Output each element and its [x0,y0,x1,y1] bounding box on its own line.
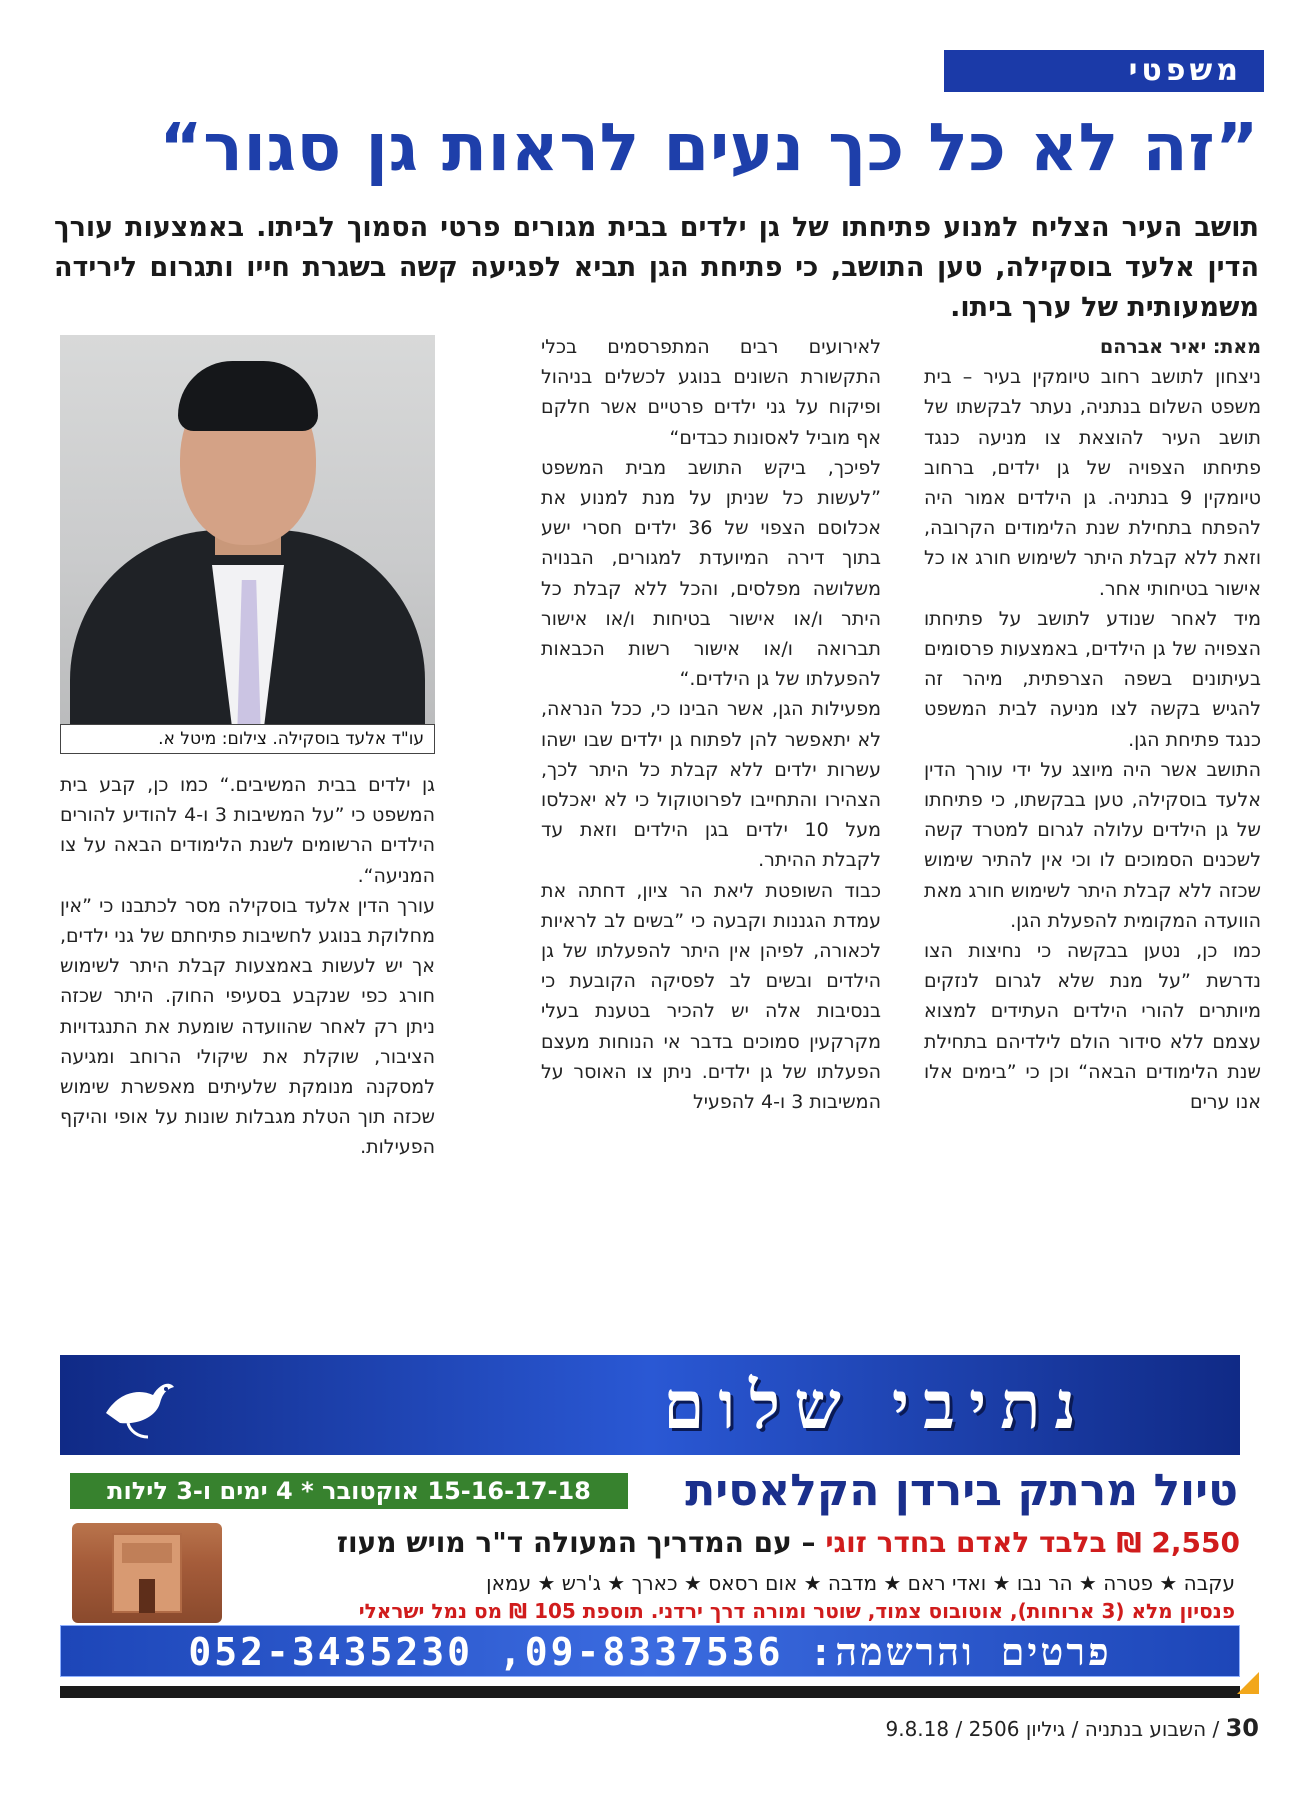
article-column-3 [60,770,435,1163]
article-column-1 [924,332,1261,1117]
article-paragraph: התושב אשר היה מיוצג על ידי עורך הדין אלעד בוסקילה, טען בבקשתו, כי פתיחתו של גן הילדים עלולה לגרום למטרד קשה לשכנים הסמוכים לו וכי אין להתיר שימוש שכזה ללא קבלת היתר לשימוש חורג מאת הוועדה המקומית להפעלת הגן. [924,758,1261,932]
article-paragraph: גן ילדים בבית המשיבים.“ כמו כן, קבע בית המשפט כי ”על המשיבות 3 ו-4 להודיע להורים הילדים הרשומים לשנת הלימודים הבאה על צו המניעה“. [60,774,435,887]
section-tag: משפטי [944,50,1264,92]
ad-price-amount: 2,550 ₪ בלבד לאדם בחדר זוגי [825,1526,1240,1559]
ad-guide: – עם המדריך המעולה ד"ר מויש מעוז [336,1526,826,1559]
dove-icon [98,1373,178,1443]
ad-title: טיול מרתק בירדן הקלאסית [685,1465,1238,1516]
ad-price [337,1525,1240,1561]
article-paragraph: כמו כן, נטען בבקשה כי נחיצות הצו נדרשת ”על מנת שלא לגרום לנזקים מיותרים להורי הילדים העתידים למצוא עצמם ללא סידור הולם לילדיהם בתחילת שנת הלימודים הבאה“ וכן כי ”בימים אלו אנו ערים [924,940,1261,1114]
footer-info: / השבוע בנתניה / גיליון 2506 / 9.8.18 [885,1717,1226,1741]
ad-dates: 15-16-17-18 אוקטובר * 4 ימים ו-3 לילות [70,1473,628,1509]
portrait-hair [178,361,318,431]
page-number: 30 [1225,1714,1259,1742]
lead-paragraph: תושב העיר הצליח למנוע פתיחתו של גן ילדים בבית מגורים פרטי הסמוך לביתו. באמצעות עורך הדין אלעד בוסקילה, טען התושב, כי פתיחת הגן תביא לפגיעה קשה בשגרת חייו ותגרום לירידה משמעותית של ערך ביתו. [54,212,1259,323]
ad-stops: עקבה ★ פטרה ★ הר נבו ★ ואדי ראם ★ מדבה ★ אום רסאס ★ כארך ★ ג'רש ★ עמאן [486,1571,1235,1595]
headline: ”זה לא כל כך נעים לראות גן סגור“ [159,109,1259,186]
petra-photo [72,1523,222,1623]
page-footer [886,1713,1260,1744]
petra-facade [112,1533,182,1613]
article-paragraph: לאירועים רבים המתפרסמים בכלי התקשורת השונים בנוגע לכשלים בניהול ופיקוח על גני ילדים פרטיים אשר חלקם אף מוביל לאסונות כבדים“ [541,336,881,449]
ad-board: פנסיון מלא (3 ארוחות), אוטובוס צמוד, שוטר ומורה דרך ירדני. תוספת 105 ₪ מס נמל ישראלי [358,1599,1235,1623]
article-paragraph: מפעילות הגן, אשר הבינו כי, ככל הנראה, לא יתאפשר להן לפתוח גן ילדים שבו ישהו עשרות ילדים ללא קבלת כל היתר לכך, הצהירו והתחייבו לפרוטוקול כי לא יאכלסו מעל 10 ילדים בגן הילדים וזאת עד לקבלת ההיתר. [541,698,881,872]
ad-phone-bar[interactable]: פרטים והרשמה: 09-8337536, 052-3435230 [60,1625,1240,1677]
article-column-2 [541,332,881,1117]
lawyer-portrait-photo [60,335,435,740]
ad-logo: נתיבי שלום [663,1366,1090,1444]
advertisement[interactable] [60,1355,1240,1674]
article-paragraph: עורך הדין אלעד בוסקילה מסר לכתבנו כי ”אין מחלוקת בנוגע לחשיבות פתיחתם של גני ילדים, אך יש לעשות באמצעות קבלת היתר לשימוש חורג כפי שנקבע בסעיפי החוק. היתר שכזה ניתן רק לאחר שהוועדה שומעת את התנגדויות הציבור, שוקלת את שיקולי הרוחב ומגיעה למסקנה מנומקת שלעיתים מאפשרת שימוש שכזה תוך הטלת מגבלות שונות על אופי והיקף הפעילות. [60,894,435,1159]
byline: מאת: יאיר אברהם [1100,336,1261,358]
article-paragraph: ניצחון לתושב רחוב טיומקין בעיר – בית משפט השלום בנתניה, נעתר לבקשתו של תושב העיר להוצאת צו מניעה כנגד פתיחתו הצפויה של גן ילדים, ברחוב טיומקין 9 בנתניה. גן הילדים אמור היה להפתח בתחילת שנת הלימודים הקרובה, וזאת ללא קבלת היתר לשימוש חורג או כל אישור בטיחותי אחר. [924,366,1261,600]
footer-accent [1237,1672,1259,1694]
article-paragraph: מיד לאחר שנודע לתושב על פתיחתו הצפויה של גן הילדים, באמצעות פרסומים בעיתונים בשפה הצרפתית, מיהר זה להגיש בקשה לצו מניעה לבית המשפט כנגד פתיחת הגן. [924,607,1261,751]
article-paragraph: כבוד השופטת ליאת הר ציון, דחתה את עמדת הגננות וקבעה כי ”בשים לב לראיות לכאורה, לפיהן אין היתר להפעלתו של גן הילדים ובשים לב לפסיקה הקובעת כי בנסיבות אלה יש להכיר בטענת בעלי מקרקעין סמוכים בדבר אי הנוחות מעצם הפעלתו של גן ילדים. ניתן צו האוסר על המשיבות 3 ו-4 להפעיל [541,879,881,1114]
footer-rule [60,1686,1240,1698]
photo-caption: עו"ד אלעד בוסקילה. צילום: מיטל א. [60,724,435,754]
article-paragraph: לפיכך, ביקש התושב מבית המשפט ”לעשות כל שניתן על מנת למנוע את אכלוסם הצפוי של 36 ילדים חסרי ישע בתוך דירה המיועדת למגורים, הבנויה משלושה מפלסים, והכל ללא קבלת כל היתר ו/או אישור בטיחות ו/או אישור תברואה ו/או אישור רשות הכבאות להפעלתו של גן הילדים.“ [541,456,881,691]
ad-banner [60,1355,1240,1455]
